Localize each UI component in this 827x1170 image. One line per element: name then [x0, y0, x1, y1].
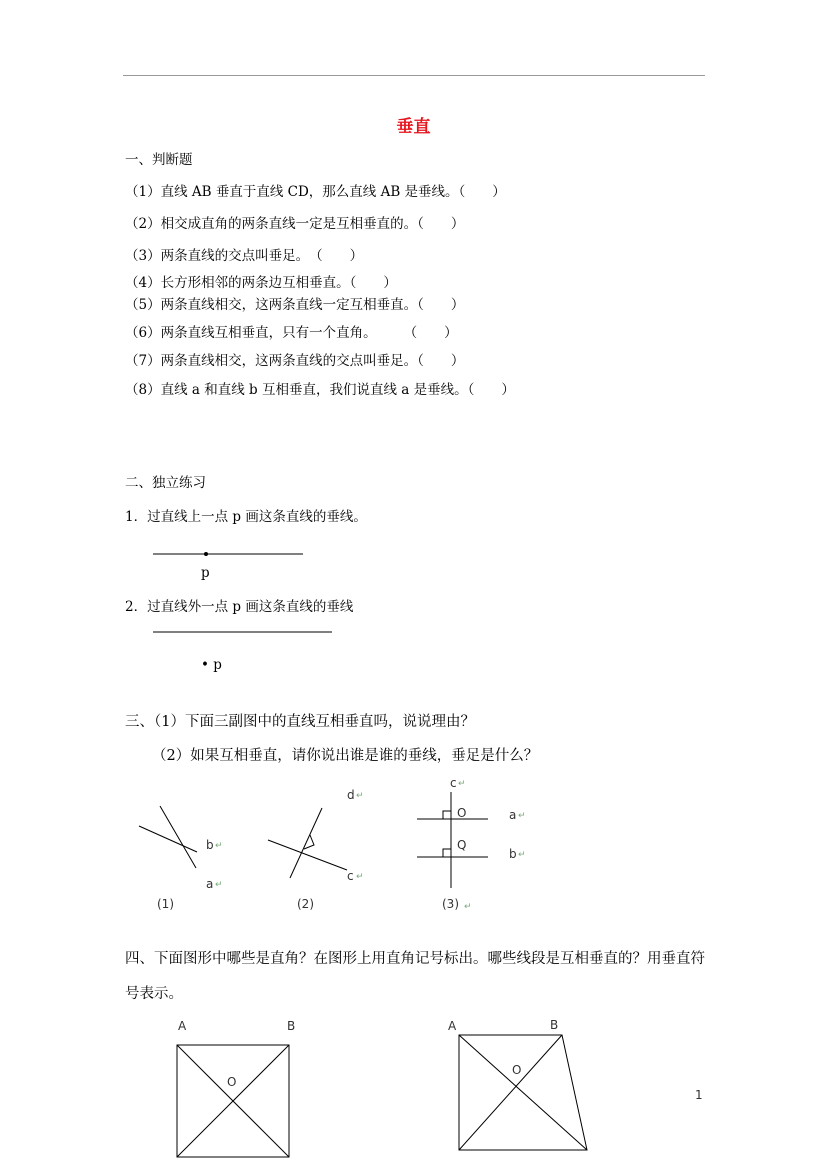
page-title: 垂直 — [396, 117, 431, 137]
judge-item-6: （6）两条直线互相垂直，只有一个直角。 （ ） — [125, 325, 458, 341]
svg-text:↵: ↵ — [464, 902, 472, 912]
fig3-caption: (3) — [442, 897, 459, 911]
svg-text:↵: ↵ — [356, 872, 364, 882]
section4-line-2: 号表示。 — [125, 986, 183, 1002]
fig2-caption: (2) — [297, 897, 314, 911]
section4-line-1: 四、下面图形中哪些是直角？在图形上用直角记号标出。哪些线段是互相垂直的？用垂直符 — [125, 951, 705, 967]
judge-item-8: （8）直线 a 和直线 b 互相垂直，我们说直线 a 是垂线。（ ） — [125, 382, 515, 398]
fig1-label-b: b — [206, 838, 214, 852]
section3-line-2: （2）如果互相垂直，请你说出谁是谁的垂线，垂足是什么？ — [152, 748, 539, 764]
exercise-1-text: 1．过直线上一点 p 画这条直线的垂线。 — [125, 509, 367, 525]
trapezoid-label-o: O — [512, 1063, 522, 1077]
fig1-caption: (1) — [157, 897, 174, 911]
judge-item-2: （2）相交成直角的两条直线一定是互相垂直的。（ ） — [125, 216, 465, 232]
fig3-label-o: O — [457, 806, 467, 820]
fig3-label-a: a — [509, 808, 517, 822]
fig2-label-c: c — [347, 869, 354, 883]
judge-item-5: （5）两条直线相交，这两条直线一定互相垂直。（ ） — [125, 297, 465, 313]
judge-item-1: （1）直线 AB 垂直于直线 CD，那么直线 AB 是垂线。（ ） — [125, 184, 506, 200]
judge-item-4: （4）长方形相邻的两条边互相垂直。（ ） — [125, 275, 397, 291]
svg-text:↵: ↵ — [356, 791, 364, 801]
page-number: 1 — [695, 1088, 703, 1102]
fig3-label-c: c — [450, 776, 457, 790]
judge-item-3: （3）两条直线的交点叫垂足。 （ ） — [125, 248, 364, 264]
svg-text:↵: ↵ — [518, 850, 526, 860]
fig2-label-d: d — [347, 788, 355, 802]
exercise-2-text: 2．过直线外一点 p 画这条直线的垂线 — [125, 599, 354, 615]
svg-text:↵: ↵ — [215, 880, 223, 890]
fig3-label-q: Q — [457, 838, 467, 852]
trapezoid-label-b: B — [550, 1018, 559, 1032]
square-label-a: A — [178, 1019, 187, 1033]
judge-item-7: （7）两条直线相交，这两条直线的交点叫垂足。（ ） — [125, 353, 465, 369]
exercise-2-point-label: • p — [201, 657, 222, 673]
svg-text:↵: ↵ — [518, 811, 526, 821]
svg-text:↵: ↵ — [458, 779, 466, 789]
svg-text:↵: ↵ — [215, 841, 223, 851]
section2-heading: 二、独立练习 — [125, 475, 206, 491]
fig3-label-b: b — [509, 847, 517, 861]
square-label-o: O — [227, 1075, 237, 1089]
exercise-1-point-label: p — [201, 565, 210, 581]
square-figure — [177, 1045, 289, 1157]
trapezoid-label-a: A — [448, 1019, 457, 1033]
section1-heading: 一、判断题 — [125, 152, 193, 168]
section3-line-1: 三、（1）下面三副图中的直线互相垂直吗，说说理由？ — [125, 714, 475, 730]
square-label-b: B — [287, 1019, 296, 1033]
trapezoid-figure — [459, 1035, 587, 1150]
fig1-label-a: a — [206, 877, 214, 891]
